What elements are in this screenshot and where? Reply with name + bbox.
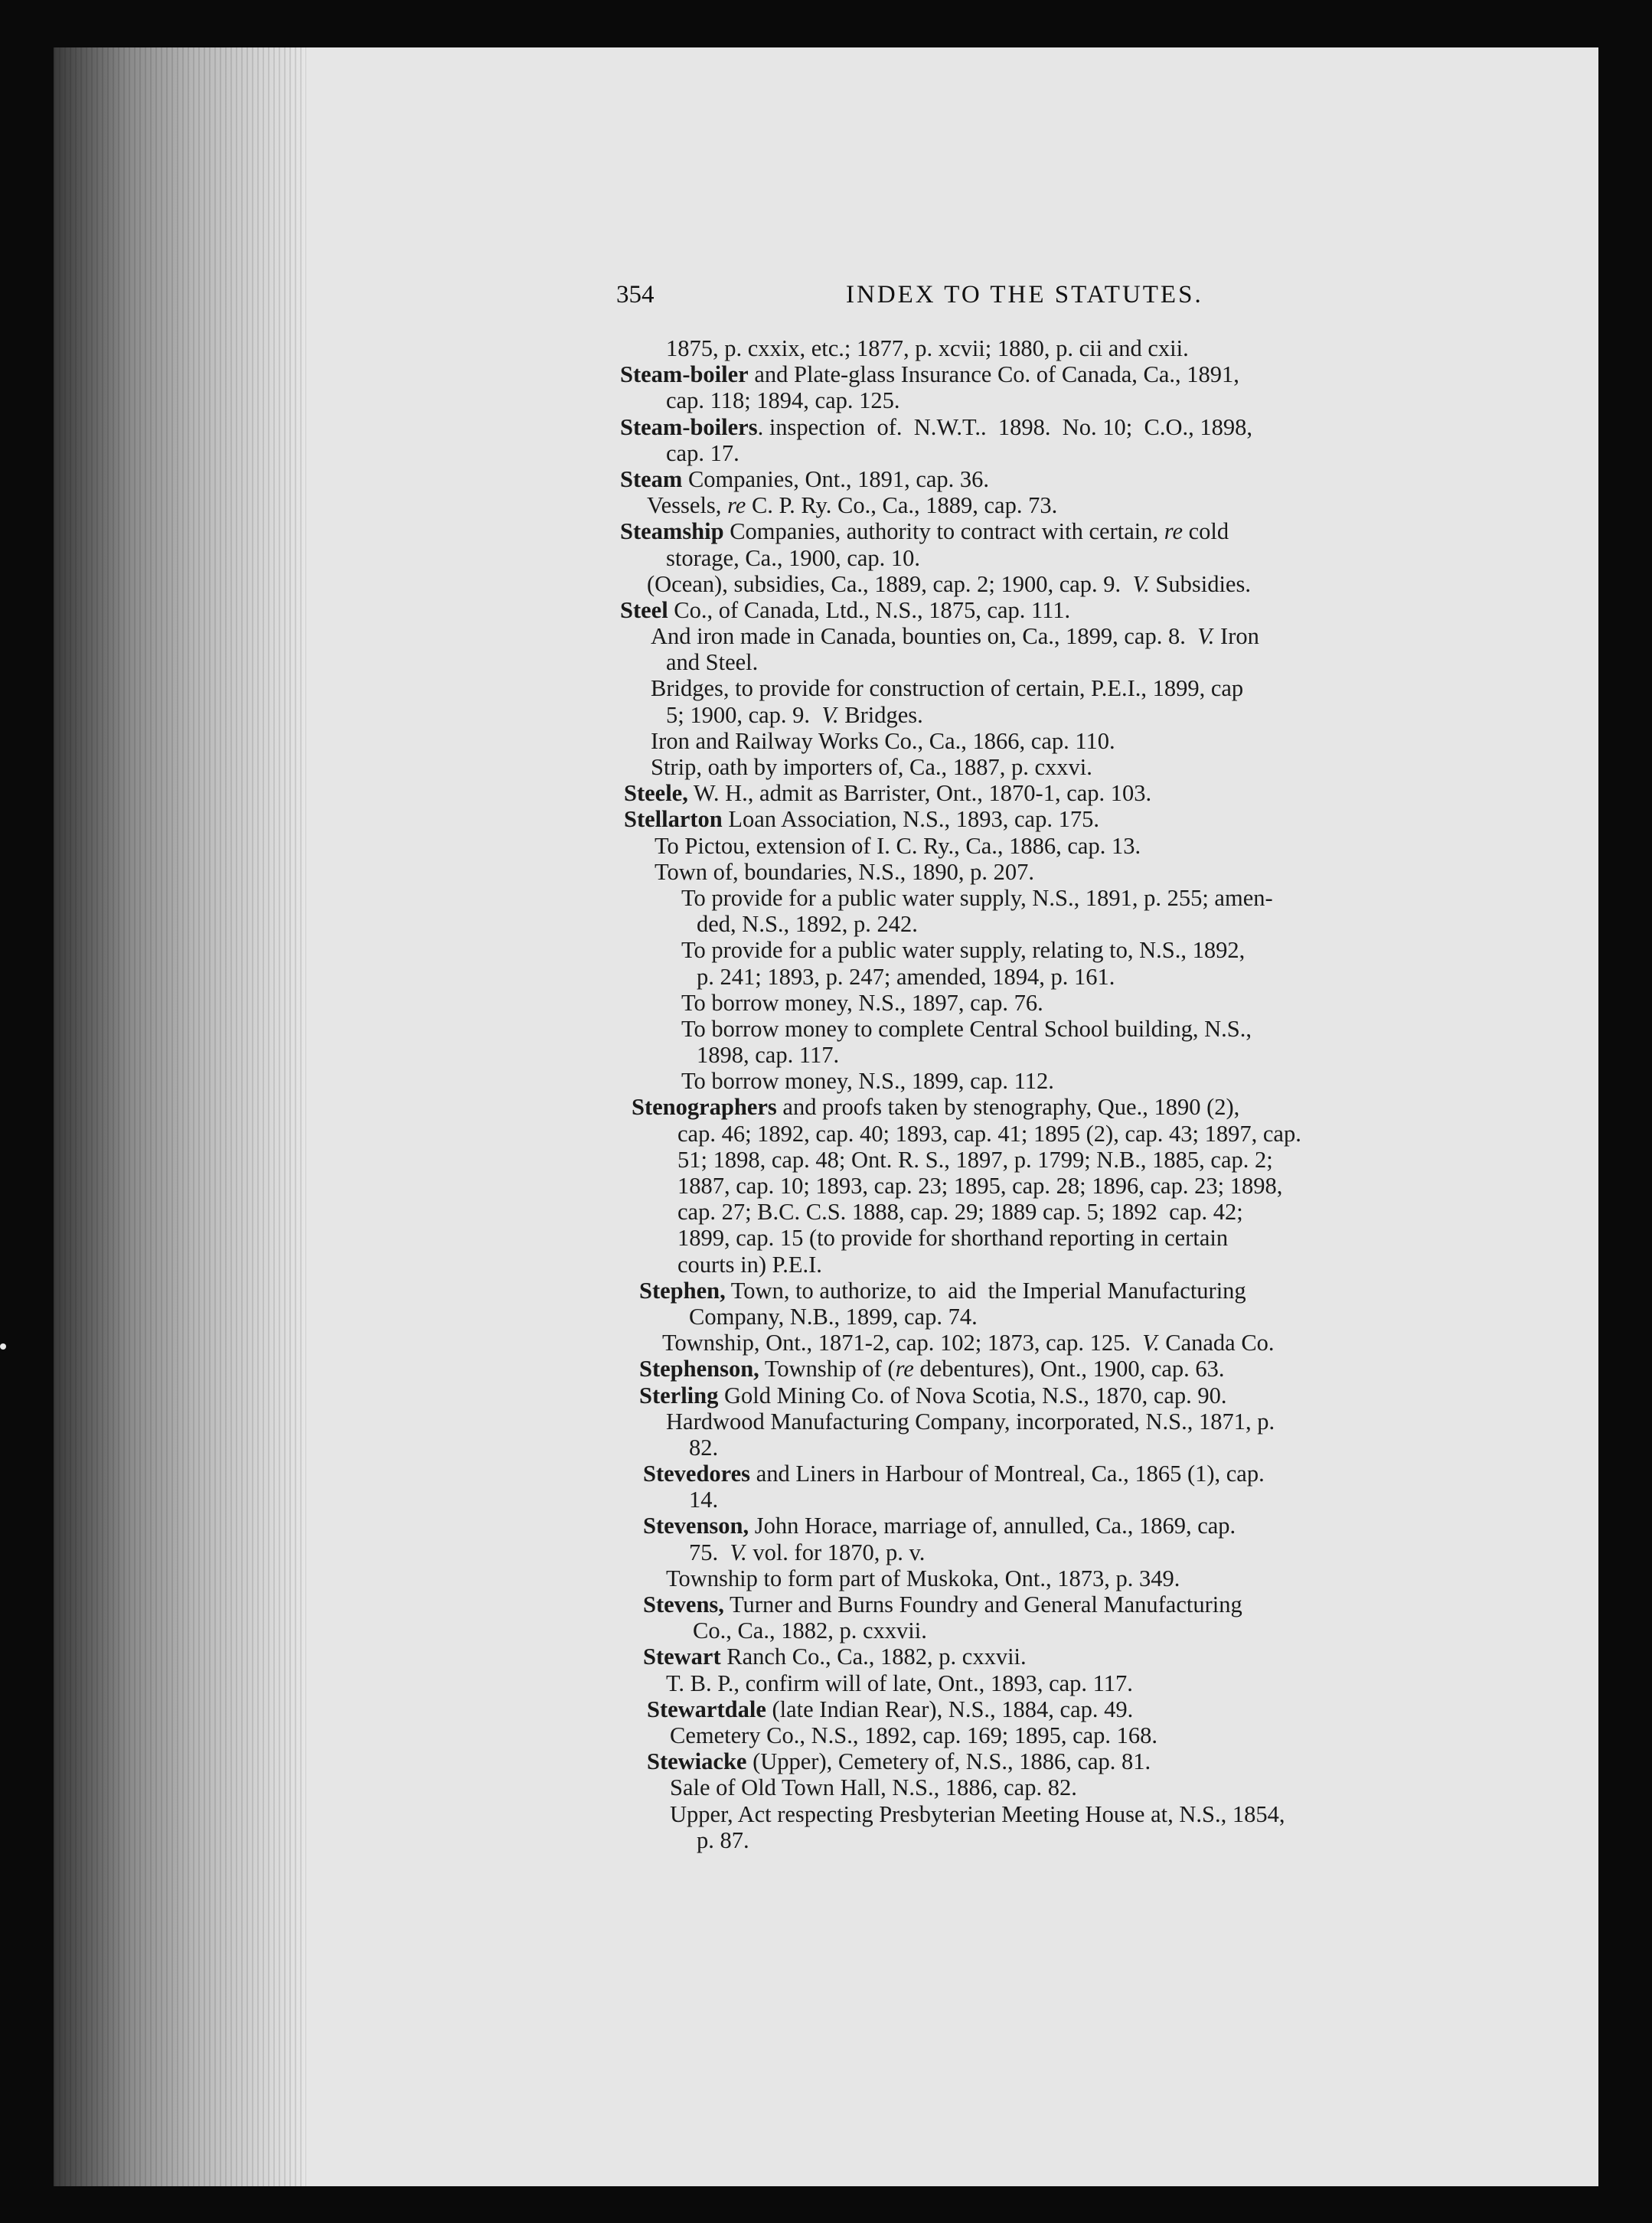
- entry-text: Company, N.B., 1899, cap. 74.: [689, 1303, 978, 1330]
- index-line: [620, 361, 1546, 387]
- entry-text: C. P. Ry. Co., Ca., 1889, cap. 73.: [746, 492, 1058, 519]
- entry-text: . inspection of. N.W.T.. 1898. No. 10; C.O., 1898,: [757, 413, 1252, 440]
- entry-text: (late Indian Rear), N.S., 1884, cap. 49.: [766, 1696, 1134, 1722]
- index-line: [620, 1173, 1546, 1199]
- entry-text: Gold Mining Co. of Nova Scotia, N.S., 1870, cap. 90.: [718, 1382, 1227, 1409]
- index-line: [620, 1827, 1546, 1853]
- entry-text: 1875, p. cxxix, etc.; 1877, p. xcvii; 1880, p. cii and cxii.: [666, 335, 1189, 361]
- index-line: [620, 1042, 1546, 1068]
- entry-text: 5; 1900, cap. 9.: [666, 701, 822, 728]
- entry-italic: V.: [1197, 623, 1215, 650]
- index-line: [620, 911, 1546, 937]
- entry-heading: Stellarton: [624, 806, 723, 833]
- index-line: [620, 885, 1546, 911]
- page-header: [616, 281, 1321, 327]
- entry-heading: Stenographers: [632, 1094, 777, 1121]
- entry-text: To borrow money, N.S., 1897, cap. 76.: [681, 989, 1043, 1016]
- index-line: [620, 990, 1546, 1016]
- entry-text: Iron and Railway Works Co., Ca., 1866, cap. 110.: [651, 727, 1115, 754]
- entry-heading: Steam-boilers: [620, 413, 758, 440]
- index-line: [620, 937, 1546, 963]
- index-line: [620, 1068, 1546, 1094]
- entry-text: Bridges.: [838, 701, 923, 728]
- entry-text: Iron: [1214, 623, 1259, 650]
- entry-heading: Steam: [620, 465, 683, 492]
- entry-text: And iron made in Canada, bounties on, Ca., 1899, cap. 8.: [651, 623, 1198, 650]
- index-line: [620, 780, 1546, 806]
- entry-text: 51; 1898, cap. 48; Ont. R. S., 1897, p. 1799; N.B., 1885, cap. 2;: [677, 1146, 1273, 1173]
- entry-text: debentures), Ont., 1900, cap. 63.: [913, 1356, 1225, 1382]
- entry-text: Township of (: [759, 1356, 896, 1382]
- index-line: [620, 1461, 1546, 1487]
- index-line: [620, 387, 1546, 413]
- index-line: [620, 1435, 1546, 1461]
- entry-text: 1898, cap. 117.: [697, 1042, 840, 1069]
- entry-text: Bridges, to provide for construction of certain, P.E.I., 1899, cap: [651, 675, 1244, 702]
- index-line: [620, 440, 1546, 466]
- index-line: [620, 728, 1546, 754]
- entry-heading: Steam-boiler: [620, 361, 749, 388]
- entry-text: Subsidies.: [1149, 570, 1251, 597]
- index-line: [620, 1382, 1546, 1409]
- entry-text: Township, Ont., 1871-2, cap. 102; 1873, cap. 125.: [662, 1330, 1143, 1356]
- entry-heading: Stephenson,: [639, 1356, 759, 1382]
- index-line: [620, 1147, 1546, 1173]
- entry-text: 75.: [689, 1539, 730, 1565]
- entry-heading: Stevens,: [643, 1591, 724, 1617]
- entry-text: 82.: [689, 1434, 719, 1461]
- index-line: [620, 1513, 1546, 1539]
- page-number: 354: [616, 281, 655, 308]
- entry-text: storage, Ca., 1900, cap. 10.: [666, 544, 921, 571]
- entry-heading: Steele,: [624, 780, 688, 807]
- index-line: [620, 466, 1546, 492]
- index-line: [620, 571, 1546, 597]
- entry-text: Loan Association, N.S., 1893, cap. 175.: [722, 806, 1099, 833]
- entry-text: To borrow money, N.S., 1899, cap. 112.: [681, 1068, 1054, 1095]
- index-line: [620, 649, 1546, 675]
- entry-text: Strip, oath by importers of, Ca., 1887, p. cxxvi.: [651, 754, 1092, 780]
- entry-text: cap. 17.: [666, 439, 739, 466]
- entry-text: Turner and Burns Foundry and General Manufacturing: [723, 1591, 1242, 1617]
- entry-text: Town, to authorize, to aid the Imperial Manufacturing: [725, 1277, 1246, 1304]
- entry-text: Canada Co.: [1159, 1330, 1275, 1356]
- entry-text: and proofs taken by stenography, Que., 1890 (2),: [776, 1094, 1240, 1121]
- index-line: [620, 806, 1546, 832]
- entry-text: cap. 27; B.C. C.S. 1888, cap. 29; 1889 cap. 5; 1892 cap. 42;: [677, 1199, 1243, 1226]
- entry-italic: re: [895, 1356, 914, 1382]
- index-line: [620, 1696, 1546, 1722]
- entry-text: Hardwood Manufacturing Company, incorporated, N.S., 1871, p.: [666, 1408, 1275, 1435]
- entry-heading: Steel: [620, 596, 668, 623]
- entry-text: 1887, cap. 10; 1893, cap. 23; 1895, cap. 28; 1896, cap. 23; 1898,: [677, 1173, 1283, 1199]
- index-line: [620, 1487, 1546, 1513]
- entry-heading: Stewiacke: [647, 1748, 747, 1775]
- index-line: [620, 1225, 1546, 1251]
- index-line: [620, 754, 1546, 780]
- entry-heading: Stevedores: [643, 1461, 751, 1487]
- entry-text: To provide for a public water supply, relating to, N.S., 1892,: [681, 937, 1246, 964]
- index-line: [620, 545, 1546, 571]
- index-line: [620, 964, 1546, 990]
- index-line: [620, 1539, 1546, 1565]
- scanned-page: [54, 47, 1598, 2186]
- entry-text: Township to form part of Muskoka, Ont., 1873, p. 349.: [666, 1565, 1180, 1591]
- index-line: [620, 1801, 1546, 1827]
- index-line: [620, 833, 1546, 859]
- entry-text: and Plate-glass Insurance Co. of Canada, Ca., 1891,: [748, 361, 1239, 388]
- index-line: [620, 518, 1546, 544]
- index-line: [620, 1722, 1546, 1748]
- entry-text: Co., Ca., 1882, p. cxxvii.: [693, 1617, 927, 1644]
- index-line: [620, 414, 1546, 440]
- index-line: [620, 1591, 1546, 1617]
- entry-text: p. 241; 1893, p. 247; amended, 1894, p. 161.: [697, 963, 1115, 990]
- entry-text: cap. 118; 1894, cap. 125.: [666, 387, 900, 414]
- index-line: [620, 335, 1546, 361]
- entry-italic: re: [1164, 518, 1183, 545]
- entry-text: Sale of Old Town Hall, N.S., 1886, cap. 82.: [670, 1774, 1077, 1801]
- entry-text: Ranch Co., Ca., 1882, p. cxxvii.: [720, 1644, 1027, 1670]
- entry-italic: V.: [821, 701, 839, 728]
- entry-text: Town of, boundaries, N.S., 1890, p. 207.: [655, 858, 1034, 885]
- index-line: [620, 1644, 1546, 1670]
- entry-text: Co., of Canada, Ltd., N.S., 1875, cap. 111.: [668, 596, 1071, 623]
- index-line: [620, 1356, 1546, 1382]
- entry-text: vol. for 1870, p. v.: [746, 1539, 926, 1565]
- index-line: [620, 1304, 1546, 1330]
- entry-heading: Sterling: [639, 1382, 719, 1409]
- entry-text: John Horace, marriage of, annulled, Ca., 1869, cap.: [749, 1513, 1236, 1539]
- entry-text: cold: [1182, 518, 1229, 545]
- entry-text: p. 87.: [697, 1826, 749, 1853]
- index-entries: [620, 335, 1546, 1853]
- entry-text: Vessels,: [647, 492, 728, 519]
- entry-heading: Stewartdale: [647, 1696, 766, 1722]
- entry-italic: re: [727, 492, 746, 519]
- index-line: [620, 1252, 1546, 1278]
- entry-text: and Liners in Harbour of Montreal, Ca., 1865 (1), cap.: [750, 1461, 1265, 1487]
- entry-text: 1899, cap. 15 (to provide for shorthand reporting in certain: [677, 1225, 1229, 1252]
- index-line: [620, 1121, 1546, 1147]
- entry-text: Companies, authority to contract with certain,: [723, 518, 1164, 545]
- entry-text: To Pictou, extension of I. C. Ry., Ca., 1886, cap. 13.: [655, 832, 1141, 859]
- entry-text: To provide for a public water supply, N.S., 1891, p. 255; amen-: [681, 884, 1273, 911]
- entry-text: courts in) P.E.I.: [677, 1251, 822, 1278]
- index-line: [620, 1774, 1546, 1800]
- entry-text: (Upper), Cemetery of, N.S., 1886, cap. 81.: [746, 1748, 1151, 1775]
- index-line: [620, 702, 1546, 728]
- index-line: [620, 1409, 1546, 1435]
- entry-text: To borrow money to complete Central School building, N.S.,: [681, 1015, 1252, 1042]
- entry-heading: Stevenson,: [643, 1513, 749, 1539]
- index-line: [620, 1617, 1546, 1644]
- index-line: [620, 1199, 1546, 1225]
- entry-heading: Steamship: [620, 518, 724, 545]
- entry-text: ded, N.S., 1892, p. 242.: [697, 911, 918, 938]
- entry-text: T. B. P., confirm will of late, Ont., 1893, cap. 117.: [666, 1670, 1133, 1696]
- entry-italic: V.: [1142, 1330, 1160, 1356]
- scan-speck: [0, 1343, 6, 1350]
- entry-italic: V.: [1132, 570, 1150, 597]
- entry-text: Companies, Ont., 1891, cap. 36.: [682, 465, 990, 492]
- entry-text: Upper, Act respecting Presbyterian Meeting House at, N.S., 1854,: [670, 1800, 1285, 1827]
- index-line: [620, 1565, 1546, 1591]
- entry-text: cap. 46; 1892, cap. 40; 1893, cap. 41; 1895 (2), cap. 43; 1897, cap.: [677, 1120, 1301, 1147]
- entry-text: and Steel.: [666, 649, 759, 676]
- entry-text: W. H., admit as Barrister, Ont., 1870-1, cap. 103.: [687, 780, 1152, 807]
- index-line: [620, 1016, 1546, 1042]
- index-line: [620, 859, 1546, 885]
- entry-italic: V.: [730, 1539, 747, 1565]
- index-line: [620, 1278, 1546, 1304]
- running-head: INDEX TO THE STATUTES.: [846, 281, 1203, 308]
- page-edges: [54, 47, 306, 2186]
- index-line: [620, 623, 1546, 649]
- index-line: [620, 1748, 1546, 1774]
- index-line: [620, 1670, 1546, 1696]
- entry-heading: Stephen,: [639, 1277, 726, 1304]
- entry-text: Cemetery Co., N.S., 1892, cap. 169; 1895, cap. 168.: [670, 1722, 1158, 1748]
- index-line: [620, 1094, 1546, 1120]
- index-line: [620, 492, 1546, 518]
- index-line: [620, 1330, 1546, 1356]
- entry-text: (Ocean), subsidies, Ca., 1889, cap. 2; 1900, cap. 9.: [647, 570, 1133, 597]
- index-line: [620, 675, 1546, 701]
- index-line: [620, 597, 1546, 623]
- entry-text: 14.: [689, 1487, 719, 1513]
- entry-heading: Stewart: [643, 1644, 721, 1670]
